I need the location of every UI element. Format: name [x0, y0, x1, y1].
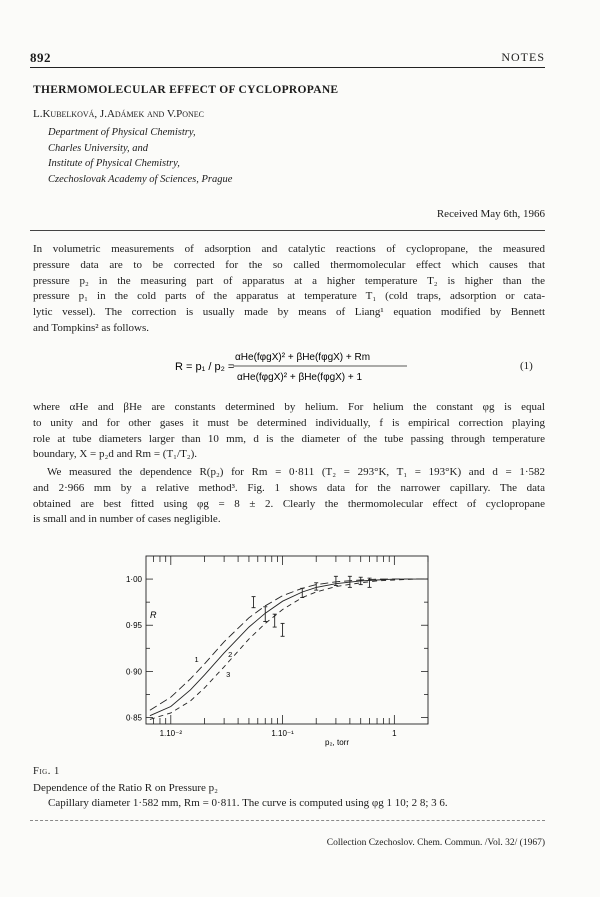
text-line: pressure p₁ in the cold parts of the apparatus at temperature T₁ (cold traps, adsorption or cata-	[33, 290, 545, 303]
text-line: where αHe and βHe are constants determined by helium. For helium the constant φg is equal	[33, 401, 545, 413]
curve-label: 1	[194, 655, 199, 664]
journal-footer: Collection Czechoslov. Chem. Commun. /Vol. 32/ (1967)	[326, 838, 545, 848]
y-axis-label: R	[150, 610, 157, 620]
paragraph-constants	[33, 400, 545, 463]
separator-rule	[30, 230, 545, 231]
article-title: THERMOMOLECULAR EFFECT OF CYCLOPROPANE	[33, 84, 339, 96]
equation-denominator: αHe(fφgX)² + βHe(fφgX) + 1	[237, 372, 363, 383]
paragraph-results	[33, 465, 545, 528]
y-tick-label: 1·00	[125, 575, 142, 585]
affiliation-line: Department of Physical Chemistry,	[48, 127, 196, 138]
axis-ticks	[146, 556, 428, 724]
footer-rule	[30, 820, 545, 821]
text-line: and Tompkins² as follows.	[33, 321, 149, 334]
data-point	[281, 623, 285, 636]
curves-group	[150, 579, 428, 719]
figure-caption: Dependence of the Ratio R on Pressure p₂	[33, 782, 218, 794]
equation-number: (1)	[520, 360, 533, 372]
section-title: NOTES	[501, 50, 545, 64]
affiliation-line: Institute of Physical Chemistry,	[48, 158, 180, 169]
x-tick-label: 1	[392, 729, 397, 738]
measured-points	[252, 576, 372, 636]
x-tick-label: 1.10⁻¹	[271, 729, 294, 738]
affiliation-line: Czechoslovak Academy of Sciences, Prague	[48, 173, 233, 185]
header-rule	[30, 67, 545, 68]
data-point	[252, 597, 256, 608]
x-tick-label: 1.10⁻²	[159, 729, 183, 738]
authors: L.Kubelková, J.Adámek and V.Ponec	[33, 108, 205, 120]
axis-labels	[126, 575, 397, 738]
page-number: 892	[30, 50, 51, 65]
text-line: In volumetric measurements of adsorption and catalytic reactions of cyclopropane, the measured	[33, 243, 545, 255]
text-line: obtained are best fitted using φg = 8 ± 2. Clearly the thermomolecular effect of cyclopropane	[33, 497, 545, 510]
curve-label: 3	[226, 669, 231, 679]
curve-3	[150, 579, 428, 719]
data-point	[314, 583, 318, 590]
figure-label: Fig. 1	[33, 766, 60, 777]
curve-1	[150, 579, 428, 710]
received-date: Received May 6th, 1966	[436, 208, 545, 220]
y-tick-label: 0·95	[125, 621, 142, 631]
text-line: to unity and for other gases it must be determined individually, f is empirical correction playing	[33, 416, 545, 429]
data-point	[273, 614, 277, 627]
curve-label: 2	[228, 649, 233, 659]
text-line: pressure data are to be corrected for the so called thermomolecular effect which causes that	[33, 258, 545, 271]
paragraph-intro	[33, 242, 545, 337]
equation-1	[175, 346, 425, 386]
curve-2	[150, 579, 428, 716]
text-line: pressure p₂ in the measuring part of apparatus at a higher temperature T₂ is higher than the	[33, 274, 545, 287]
y-tick-label: 0·90	[125, 667, 142, 677]
text-line: boundary, X = p₂d and Rm = (T₁/T₂).	[33, 448, 198, 461]
text-line: role at tube diameters larger than 10 mm, d is the diameter of the tube passing through temperature	[33, 432, 545, 445]
figure-caption-details: Capillary diameter 1·582 mm, Rm = 0·811. The curve is computed using φg 1 10; 2 8; 3 6.	[48, 797, 448, 809]
figure-1-chart	[110, 548, 440, 758]
equation-lhs: R = p₁ / p₂ =	[175, 361, 235, 373]
y-tick-label: 0·85	[125, 713, 142, 723]
plot-frame	[146, 556, 428, 724]
text-line: and 2·966 mm by a relative method³. Fig. 1 shows data for the narrower capillary. The data	[33, 481, 545, 494]
text-line: is small and in number of cases negligible.	[33, 513, 221, 526]
text-line: We measured the dependence R(p₂) for Rm = 0·811 (T₂ = 293°K, T₁ = 193°K) and d = 1·582	[47, 466, 545, 478]
affiliation-line: Charles University, and	[48, 142, 149, 154]
x-axis-label: p₂, torr	[325, 738, 349, 747]
text-line: lytic vessel). The correction is usually made by means of Liang¹ equation modified by Bennett	[33, 306, 545, 319]
equation-numerator: αHe(fφgX)² + βHe(fφgX) + Rm	[235, 352, 371, 363]
